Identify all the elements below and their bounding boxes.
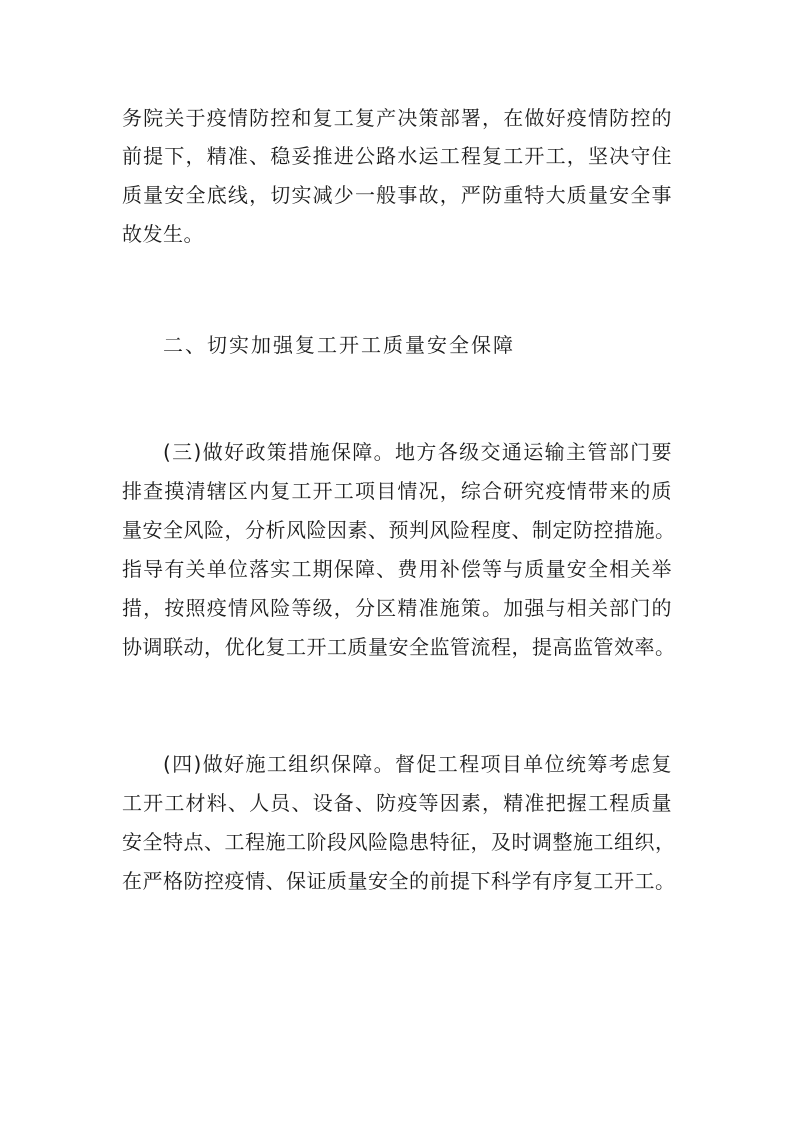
paragraph-line: 指导有关单位落实工期保障、费用补偿等与质量安全相关举 bbox=[122, 557, 672, 581]
paragraph-line: (三)做好政策措施保障。地方各级交通运输主管部门要 bbox=[163, 440, 672, 464]
paragraph-line: 故发生。 bbox=[122, 222, 204, 246]
paragraph-line: 在严格防控疫情、保证质量安全的前提下科学有序复工开工。 bbox=[122, 869, 676, 893]
paragraph-line: (四)做好施工组织保障。督促工程项目单位统筹考虑复 bbox=[163, 752, 672, 776]
paragraph-line: 安全特点、工程施工阶段风险隐患特征，及时调整施工组织， bbox=[122, 830, 676, 854]
paragraph-line: 工开工材料、人员、设备、防疫等因素，精准把握工程质量 bbox=[122, 791, 672, 815]
paragraph-line: 前提下，精准、稳妥推进公路水运工程复工开工，坚决守住 bbox=[122, 144, 672, 168]
paragraph-line: 措，按照疫情风险等级，分区精准施策。加强与相关部门的 bbox=[122, 596, 672, 620]
paragraph-line: 量安全风险，分析风险因素、预判风险程度、制定防控措施。 bbox=[122, 518, 676, 542]
paragraph-line: 务院关于疫情防控和复工复产决策部署，在做好疫情防控的 bbox=[122, 106, 672, 130]
section-heading: 二、切实加强复工开工质量安全保障 bbox=[163, 333, 515, 357]
paragraph-line: 质量安全底线，切实减少一般事故，严防重特大质量安全事 bbox=[122, 183, 672, 207]
paragraph-line: 协调联动，优化复工开工质量安全监管流程，提高监管效率。 bbox=[122, 635, 676, 659]
paragraph-line: 排查摸清辖区内复工开工项目情况，综合研究疫情带来的质 bbox=[122, 479, 672, 503]
